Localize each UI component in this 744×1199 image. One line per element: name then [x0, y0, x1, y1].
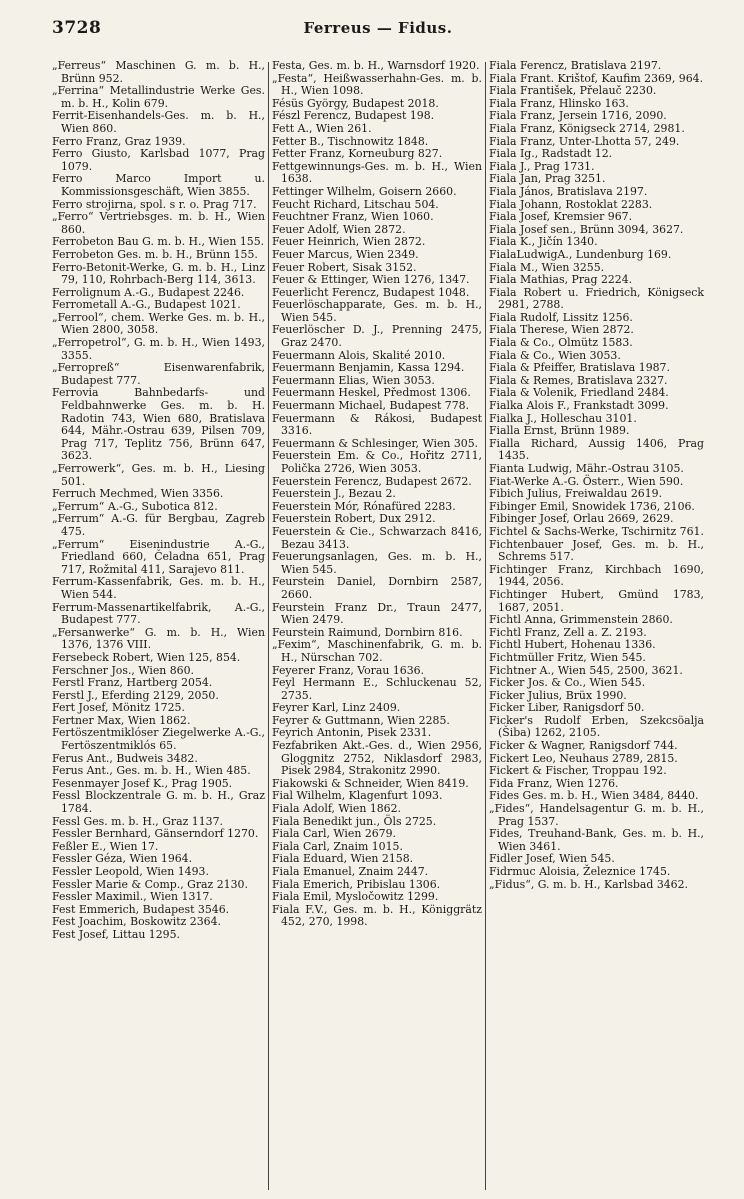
page-title: Ferreus — Fidus. [303, 19, 453, 37]
directory-entry: Feuerlicht Ferencz, Budapest 1048. [272, 285, 470, 299]
directory-entry: Feuer Marcus, Wien 2349. [272, 247, 419, 261]
column-left [52, 60, 265, 1190]
directory-entry: Feuerungsanlagen, Ges. m. b. H., Wien 545. [272, 550, 482, 576]
directory-entry: „Fides“, Handelsagentur G. m. b. H., Prag 1537. [489, 802, 704, 828]
directory-entry: Fichtl Hubert, Hohenau 1336. [489, 638, 656, 652]
directory-entry: Fichtel & Sachs-Werke, Tschirnitz 761. [489, 524, 704, 538]
directory-entry: Fiala Therese, Wien 2872. [489, 323, 634, 337]
directory-entry: Fiala Carl, Znaim 1015. [272, 839, 403, 853]
directory-entry: Feuermann Benjamin, Kassa 1294. [272, 361, 465, 375]
directory-entry: Fetter B., Tischnowitz 1848. [272, 134, 429, 148]
directory-entry: Fesenmayer Josef K., Prag 1905. [52, 776, 233, 790]
directory-entry: Fert Josef, Mönitz 1725. [52, 701, 185, 715]
directory-entry: Feuermann & Rákosi, Budapest 3316. [272, 411, 482, 438]
directory-entry: Fiala M., Wien 3255. [489, 260, 605, 274]
directory-columns [52, 60, 704, 1190]
directory-entry: „Ferrum“ Eisenindustrie A.-G., Friedland 660, Čeladna 651, Prag 717, Rožmital 411, Sarajevo 811. [52, 537, 265, 576]
directory-entry: Fiala Josef sen., Brünn 3094, 3627. [489, 222, 684, 236]
directory-entry: Feuer Heinrich, Wien 2872. [272, 235, 426, 249]
directory-entry: Feurstein Raimund, Dornbirn 816. [272, 625, 463, 639]
directory-entry: Fessler Leopold, Wien 1493. [52, 865, 209, 878]
directory-entry: Fiala & Co., Wien 3053. [489, 348, 621, 362]
directory-entry: Ferro strojirna, spol. s r. o. Prag 717. [52, 197, 257, 211]
directory-entry: Fides Ges. m. b. H., Wien 3484, 8440. [489, 789, 699, 803]
directory-entry: Fichtinger Hubert, Gmünd 1783, 1687, 2051. [489, 587, 704, 614]
directory-entry: Ferro Giusto, Karlsbad 1077, Prag 1079. [52, 147, 265, 173]
directory-entry: „Ferrina“ Metallindustrie Werke Ges. m. b. H., Kolin 679. [52, 84, 265, 110]
directory-entry: Fiala & Co., Olmütz 1583. [489, 336, 633, 350]
directory-entry: Fiala Mathias, Prag 2224. [489, 273, 633, 287]
directory-entry: Feuerlöscher D. J., Prenning 2475, Graz 2470. [272, 323, 482, 350]
directory-entry: Feuer & Ettinger, Wien 1276, 1347. [272, 273, 470, 287]
directory-entry: FialaLudwigA., Lundenburg 169. [489, 247, 672, 261]
directory-entry: Fiala Emanuel, Znaim 2447. [272, 865, 429, 878]
directory-entry: Ficker & Wagner, Ranigsdorf 744. [489, 739, 678, 753]
directory-entry: Fiala & Remes, Bratislava 2327. [489, 373, 668, 387]
directory-entry: Ferrobeton Bau G. m. b. H., Wien 155. [52, 235, 265, 249]
directory-entry: Fibinger Emil, Snowidek 1736, 2106. [489, 499, 695, 513]
directory-entry: Fichtinger Franz, Kirchbach 1690, 1944, 2056. [489, 562, 704, 589]
directory-entry: Ferrolignum A.-G., Budapest 2246. [52, 285, 245, 299]
directory-entry: Feuermann Elias, Wien 3053. [272, 373, 435, 387]
directory-entry: Fiala János, Bratislava 2197. [489, 184, 648, 198]
directory-entry: Fest Joachim, Boskowitz 2364. [52, 915, 221, 929]
directory-entry: Fessler Marie & Comp., Graz 2130. [52, 877, 248, 891]
directory-entry: Ferruch Mechmed, Wien 3356. [52, 487, 224, 501]
directory-entry: Feuerstein Ferencz, Budapest 2672. [272, 474, 472, 488]
directory-entry: Ficker's Rudolf Erben, Szekcsöalja (Šiba) 1262, 2105. [489, 713, 704, 740]
directory-entry: Feurstein Franz Dr., Traun 2477, Wien 2479. [272, 600, 482, 627]
directory-entry: Ferrum-Massenartikelfabrik, A.-G., Budapest 777. [52, 600, 265, 627]
column-middle [272, 60, 482, 1190]
directory-entry: Fibich Julius, Freiwaldau 2619. [489, 487, 663, 501]
column-divider [485, 62, 486, 1190]
directory-entry: Ferstl Franz, Hartberg 2054. [52, 676, 213, 690]
directory-entry: Fezfabriken Akt.-Ges. d., Wien 2956, Gloggnitz 2752, Niklasdorf 2983, Pisek 2984, Strakonitz 2990. [272, 739, 482, 778]
directory-entry: Ferrit-Eisenhandels-Ges. m. b. H., Wien 860. [52, 109, 265, 135]
directory-entry: Fiala Robert u. Friedrich, Königseck 2981, 2788. [489, 285, 704, 312]
directory-entry: Fiala Rudolf, Lissitz 1256. [489, 310, 633, 324]
directory-entry: Fides, Treuhand-Bank, Ges. m. b. H., Wien 3461. [489, 827, 704, 853]
directory-entry: Ferrovia Bahnbedarfs- und Feldbahnwerke Ges. m. b. H. Radotin 743, Wien 680, Bratislava 644, Mähr.-Ostrau 639, Pilsen 709, Prag 717, Teplitz 756, Brünn 647, 3623. [52, 386, 265, 463]
directory-entry: Feyerer Franz, Vorau 1636. [272, 663, 425, 677]
directory-entry: Fiala Franz, Hlinsko 163. [489, 96, 629, 110]
directory-entry: Fiala J., Prag 1731. [489, 159, 595, 173]
directory-entry: Fiala & Volenik, Friedland 2484. [489, 386, 669, 400]
directory-entry: Fiala Frant. Krištof, Kaufim 2369, 964. [489, 71, 704, 85]
directory-entry: Feuermann Heskel, Předmost 1306. [272, 386, 471, 400]
directory-entry: Fiala Ig., Radstadt 12. [489, 147, 613, 161]
directory-entry: Fiala Franz, Jersein 1716, 2090. [489, 109, 667, 123]
directory-entry: Feßler E., Wien 17. [52, 839, 159, 853]
directory-entry: Fidrmuc Aloisia, Železnice 1745. [489, 865, 671, 878]
directory-entry: Fertner Max, Wien 1862. [52, 713, 191, 727]
directory-entry: Fiala Ferencz, Bratislava 2197. [489, 59, 662, 72]
directory-entry: Fial Wilhelm, Klagenfurt 1093. [272, 789, 443, 803]
directory-entry: „Ferreus“ Maschinen G. m. b. H., Brünn 952. [52, 59, 265, 85]
directory-entry: Fiala & Pfeiffer, Bratislava 1987. [489, 361, 670, 375]
directory-entry: Feyrich Antonin, Pisek 2331. [272, 726, 432, 740]
directory-entry: Fésüs György, Budapest 2018. [272, 96, 439, 110]
directory-entry: Fiat-Werke A.-G. Österr., Wien 590. [489, 474, 684, 488]
directory-entry: Fészl Ferencz, Budapest 198. [272, 109, 435, 123]
directory-entry: Fiala Franz, Unter-Lhotta 57, 249. [489, 134, 680, 148]
directory-entry: Ferus Ant., Budweis 3482. [52, 751, 198, 765]
directory-entry: Fickert Leo, Neuhaus 2789, 2815. [489, 751, 678, 765]
directory-entry: Feyrer & Guttmann, Wien 2285. [272, 713, 450, 727]
directory-entry: Fessler Bernhard, Gänserndorf 1270. [52, 827, 259, 841]
directory-entry: Fialka J., Holleschau 3101. [489, 411, 637, 425]
directory-entry: Fialla Richard, Aussig 1406, Prag 1435. [489, 436, 704, 463]
directory-entry: Fida Franz, Wien 1276. [489, 776, 619, 790]
directory-entry: Fichtner A., Wien 545, 2500, 3621. [489, 663, 683, 677]
directory-entry: Fertöszentmiklóser Ziegelwerke A.-G., Fertöszentmiklós 65. [52, 726, 265, 753]
directory-entry: Fest Josef, Littau 1295. [52, 927, 180, 941]
directory-entry: „Ferropreß“ Eisenwarenfabrik, Budapest 777. [52, 361, 265, 387]
directory-entry: Feuchtner Franz, Wien 1060. [272, 210, 434, 224]
directory-entry: Ferro Marco Import u. Kommissionsgeschäft, Wien 3855. [52, 172, 265, 198]
page-header [52, 18, 704, 42]
directory-entry: Ferstl J., Eferding 2129, 2050. [52, 688, 219, 702]
directory-entry: Feuermann Michael, Budapest 778. [272, 399, 470, 413]
directory-entry: „Ferrowerk“, Ges. m. b. H., Liesing 501. [52, 462, 265, 488]
directory-entry: „Ferro“ Vertriebsges. m. b. H., Wien 860. [52, 210, 265, 236]
directory-entry: „Fexim“, Maschinenfabrik, G. m. b. H., Nürschan 702. [272, 638, 482, 664]
directory-entry: Fiala Benedikt jun., Öls 2725. [272, 814, 437, 828]
directory-entry: Feuerstein Mór, Rónafüred 2283. [272, 499, 456, 513]
directory-entry: Fiala Jan, Prag 3251. [489, 172, 606, 186]
directory-entry: Fibinger Josef, Orlau 2669, 2629. [489, 512, 674, 526]
directory-entry: Fiala K., Jičín 1340. [489, 235, 598, 249]
directory-entry: Fersebeck Robert, Wien 125, 854. [52, 650, 241, 664]
directory-entry: Fessler Maximil., Wien 1317. [52, 890, 213, 904]
directory-entry: Ferrometall A.-G., Budapest 1021. [52, 298, 241, 312]
directory-entry: Feuer Robert, Sisak 3152. [272, 260, 417, 274]
column-right [489, 60, 704, 1190]
directory-entry: Fettgewinnungs-Ges. m. b. H., Wien 1638. [272, 159, 482, 186]
directory-entry: Feuer Adolf, Wien 2872. [272, 222, 406, 236]
directory-entry: Fianta Ludwig, Mähr.-Ostrau 3105. [489, 462, 684, 475]
directory-entry: „Fidus“, G. m. b. H., Karlsbad 3462. [489, 877, 688, 891]
directory-entry: Fialla Ernst, Brünn 1989. [489, 424, 630, 438]
directory-entry: „Festa“, Heißwasserhahn-Ges. m. b. H., Wien 1098. [272, 71, 482, 98]
directory-entry: Fiala Franz, Königseck 2714, 2981. [489, 121, 685, 135]
directory-entry: Feuermann Alois, Skalité 2010. [272, 348, 446, 362]
directory-entry: Fickert & Fischer, Troppau 192. [489, 764, 667, 778]
directory-entry: Fialka Alois F., Frankstadt 3099. [489, 399, 669, 413]
directory-entry: „Fersanwerke“ G. m. b. H., Wien 1376, 1376 VIII. [52, 625, 265, 652]
directory-entry: Ficker Jos. & Co., Wien 545. [489, 676, 646, 690]
directory-entry: Feuerstein Robert, Dux 2912. [272, 512, 436, 526]
directory-entry: Festa, Ges. m. b. H., Warnsdorf 1920. [272, 59, 480, 72]
directory-entry: Fichtmüller Fritz, Wien 545. [489, 650, 646, 664]
directory-entry: Fetter Franz, Korneuburg 827. [272, 147, 443, 161]
directory-entry: Ferrobeton Ges. m. b. H., Brünn 155. [52, 247, 258, 261]
directory-entry: Fichtl Anna, Grimmenstein 2860. [489, 613, 673, 627]
directory-entry: Fiala Josef, Kremsier 967. [489, 210, 633, 224]
directory-entry: Fiala Carl, Wien 2679. [272, 827, 396, 841]
directory-entry: Fiala F.V., Ges. m. b. H., Königgrätz 452, 270, 1998. [272, 902, 482, 929]
directory-entry: Fett A., Wien 261. [272, 121, 372, 135]
directory-entry: Feuerstein Em. & Co., Hořitz 2711, Polička 2726, Wien 3053. [272, 449, 482, 475]
column-divider [268, 62, 269, 1190]
directory-entry: „Ferrum“ A.-G., Subotica 812. [52, 499, 218, 513]
directory-entry: Feuerlöschapparate, Ges. m. b. H., Wien 545. [272, 298, 482, 324]
directory-entry: Fiala Johann, Rostoklat 2283. [489, 197, 653, 211]
directory-entry: „Ferrum“ A.-G. für Bergbau, Zagreb 475. [52, 512, 265, 538]
directory-entry: Feucht Richard, Litschau 504. [272, 197, 439, 211]
directory-entry: Fidler Josef, Wien 545. [489, 852, 615, 866]
directory-entry: Feuerstein J., Bezau 2. [272, 487, 396, 501]
directory-entry: Fessl Ges. m. b. H., Graz 1137. [52, 814, 223, 828]
directory-entry: Fiala František, Přelauč 2230. [489, 84, 657, 98]
directory-entry: Ferschner Jos., Wien 860. [52, 663, 194, 677]
directory-entry: Fiala Adolf, Wien 1862. [272, 802, 401, 816]
directory-entry: Fessl Blockzentrale G. m. b. H., Graz 1784. [52, 789, 265, 816]
directory-entry: Fiala Eduard, Wien 2158. [272, 852, 414, 866]
directory-entry: Fiala Emerich, Pribislau 1306. [272, 877, 441, 891]
directory-entry: Fest Emmerich, Budapest 3546. [52, 902, 230, 916]
directory-entry: Ferro-Betonit-Werke, G. m. b. H., Linz 79, 110, Rohrbach-Berg 114, 3613. [52, 260, 265, 287]
directory-entry: Fichtl Franz, Zell a. Z. 2193. [489, 625, 647, 639]
directory-entry: „Ferropetrol“, G. m. b. H., Wien 1493, 3355. [52, 336, 265, 362]
directory-entry: Feurstein Daniel, Dornbirn 2587, 2660. [272, 575, 482, 601]
directory-entry: Fiala Emil, Mysločowitz 1299. [272, 890, 439, 904]
directory-entry: Feyl Hermann E., Schluckenau 52, 2735. [272, 676, 482, 702]
directory-entry: Ferus Ant., Ges. m. b. H., Wien 485. [52, 764, 251, 778]
directory-entry: Ficker Liber, Ranigsdorf 50. [489, 701, 645, 715]
directory-entry: Ficker Julius, Brüx 1990. [489, 688, 627, 702]
directory-entry: Fiakowski & Schneider, Wien 8419. [272, 776, 469, 790]
directory-entry: Fichtenbauer Josef, Ges. m. b. H., Schrems 517. [489, 537, 704, 564]
directory-entry: Feuermann & Schlesinger, Wien 305. [272, 436, 479, 450]
directory-entry: Ferrum-Kassenfabrik, Ges. m. b. H., Wien 544. [52, 575, 265, 601]
directory-entry: Feuerstein & Cie., Schwarzach 8416, Bezau 3413. [272, 524, 482, 551]
directory-entry: Feyrer Karl, Linz 2409. [272, 701, 401, 715]
page-number: 3728 [52, 18, 102, 38]
directory-entry: Fettinger Wilhelm, Goisern 2660. [272, 184, 457, 198]
directory-entry: Fessler Géza, Wien 1964. [52, 852, 193, 866]
directory-entry: Ferro Franz, Graz 1939. [52, 134, 186, 148]
directory-entry: „Ferrool“, chem. Werke Ges. m. b. H., Wien 2800, 3058. [52, 310, 265, 337]
